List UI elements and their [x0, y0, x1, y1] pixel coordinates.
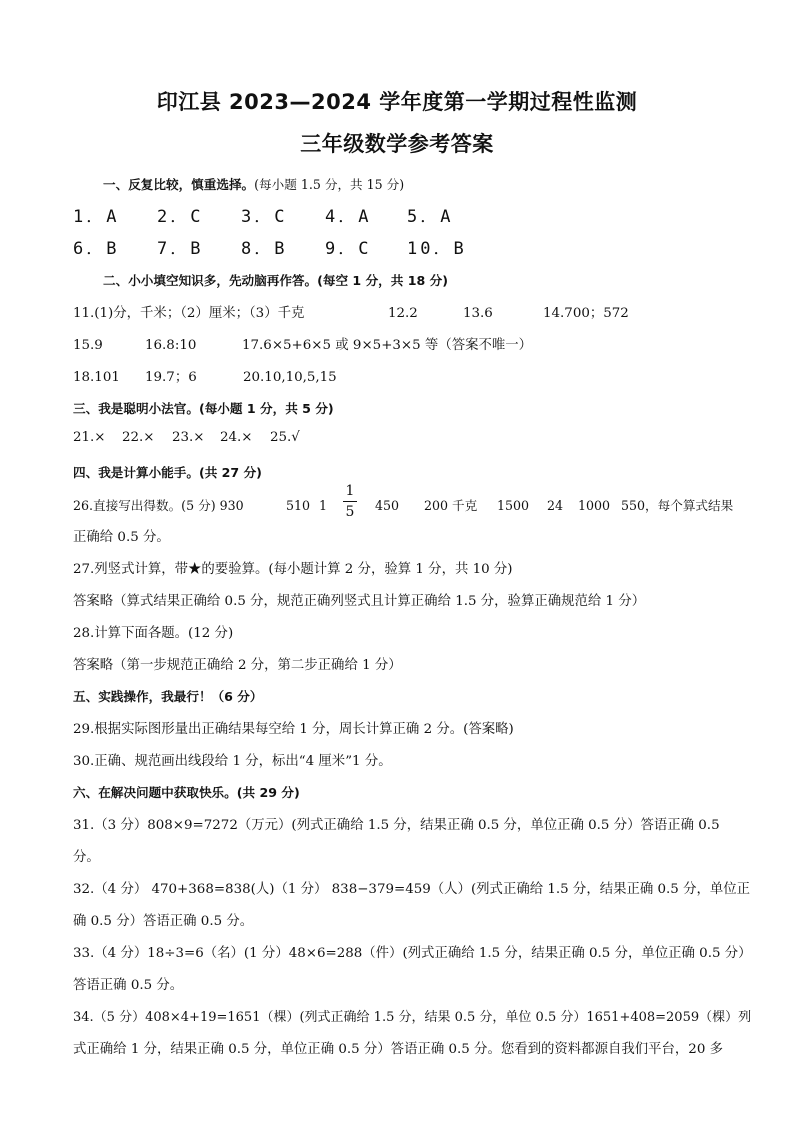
section1-title: 一、反复比较，慎重选择。	[103, 177, 255, 192]
q26-value: 510	[286, 498, 311, 513]
q26-value: 1	[319, 498, 328, 513]
fraction-bar	[343, 501, 357, 502]
section1-note: (每小题 1.5 分，共 15 分)	[254, 177, 405, 192]
answers-q11-14	[73, 302, 629, 321]
q26-value: 1000	[578, 498, 611, 513]
answer-q23: 23.×	[172, 430, 205, 445]
mc-answer: 6．B	[73, 239, 120, 259]
answer-q15: 15.9	[73, 338, 103, 353]
answer-q14: 14.700；572	[543, 306, 629, 321]
mc-answer: 7．B	[157, 239, 204, 259]
answer-q28-detail: 答案略（第一步规范正确给 2 分，第二步正确给 1 分）	[73, 658, 402, 673]
answer-q27-detail: 答案略（算式结果正确给 0.5 分，规范正确列竖式且计算正确给 1.5 分，验算正确规范给 1 分）	[73, 594, 646, 609]
answer-q31: 31.（3 分）808×9=7272（万元）(列式正确给 1.5 分，结果正确 0.5 分，单位正确 0.5 分）答语正确 0.5	[73, 818, 720, 833]
section3-heading: 三、我是聪明小法官。(每小题 1 分，共 5 分)	[73, 401, 334, 416]
section4-heading: 四、我是计算小能手。(共 27 分)	[73, 465, 262, 480]
q26-fraction	[343, 483, 357, 520]
mc-answer: 1．A	[73, 207, 120, 227]
answer-q17: 17.6×5+6×5 或 9×5+3×5 等（答案不唯一）	[242, 338, 533, 353]
answer-q22: 22.×	[122, 430, 155, 445]
q26-value: 200 千克	[424, 498, 478, 513]
answer-q20: 20.10,10,5,15	[243, 370, 337, 385]
answer-q19: 19.7；6	[145, 370, 197, 385]
answer-q26-cont: 正确给 0.5 分。	[73, 530, 170, 545]
mc-answer: 3．C	[241, 207, 288, 227]
q26-value: 1500	[497, 498, 530, 513]
answer-q16: 16.8:10	[145, 338, 197, 353]
answer-q32: 32.（4 分） 470+368=838(人)（1 分） 838−379=459（人）(列式正确给 1.5 分，结果正确 0.5 分，单位正	[73, 882, 751, 897]
section1-heading	[103, 174, 404, 193]
answer-q30: 30.正确、规范画出线段给 1 分，标出“4 厘米”1 分。	[73, 754, 392, 769]
answer-q27: 27.列竖式计算，带★的要验算。(每小题计算 2 分，验算 1 分，共 10 分)	[73, 562, 513, 577]
answer-q11: 11.(1)分，千米；（2）厘米；（3）千克	[73, 306, 305, 321]
answer-q34: 34.（5 分）408×4+19=1651（棵）(列式正确给 1.5 分，结果 0.5 分，单位 0.5 分）1651+408=2059（棵）列	[73, 1010, 752, 1025]
section6-heading: 六、在解决问题中获取快乐。(共 29 分)	[73, 785, 300, 800]
mc-answer: 2．C	[157, 207, 204, 227]
section2-heading: 二、小小填空知识多，先动脑再作答。(每空 1 分，共 18 分)	[103, 273, 448, 288]
answer-q25: 25.√	[270, 430, 300, 445]
q26-value: 24	[547, 498, 564, 513]
answer-q34-cont: 式正确给 1 分，结果正确 0.5 分，单位正确 0.5 分）答语正确 0.5 分。您看到的资料都源自我们平台，20 多	[73, 1042, 723, 1057]
answers-q18-20	[73, 366, 337, 385]
q26-value: 450	[375, 498, 400, 513]
answer-q29: 29.根据实际图形量出正确结果每空给 1 分，周长计算正确 2 分。(答案略)	[73, 722, 514, 737]
page-subtitle: 三年级数学参考答案	[300, 132, 494, 156]
answer-q32-cont: 确 0.5 分）答语正确 0.5 分。	[73, 914, 254, 929]
mc-answer: 9．C	[325, 239, 372, 259]
page-title: 印江县 2023—2024 学年度第一学期过程性监测	[156, 90, 638, 114]
answer-q28: 28.计算下面各题。(12 分)	[73, 626, 234, 641]
mc-answer: 5．A	[407, 207, 454, 227]
answer-q33-cont: 答语正确 0.5 分。	[73, 978, 184, 993]
answer-q33: 33.（4 分）18÷3=6（名）(1 分）48×6=288（件）(列式正确给 1.5 分，结果正确 0.5 分，单位正确 0.5 分）	[73, 946, 752, 961]
mc-answers-row1	[73, 202, 453, 227]
answers-q15-17	[73, 334, 532, 353]
section5-heading: 五、实践操作，我最行！（6 分）	[73, 689, 263, 704]
q26-tail: 550，每个算式结果	[621, 498, 734, 513]
fraction-numerator: 1	[345, 483, 355, 499]
answer-q31-cont: 分。	[73, 850, 100, 865]
answer-q18: 18.101	[73, 370, 120, 385]
answer-q12: 12.2	[388, 306, 418, 321]
answer-q24: 24.×	[220, 430, 253, 445]
mc-answer: 8．B	[241, 239, 288, 259]
fraction-denominator: 5	[345, 504, 355, 520]
q26-prefix: 26.直接写出得数。(5 分) 930	[73, 498, 244, 513]
answers-q21-25	[73, 430, 300, 445]
answer-q21: 21.×	[73, 430, 106, 445]
mc-answer: 4．A	[325, 207, 372, 227]
answer-q26	[73, 495, 733, 514]
mc-answers-row2	[73, 234, 467, 259]
answer-q13: 13.6	[463, 306, 493, 321]
mc-answer: 10．B	[407, 239, 467, 259]
